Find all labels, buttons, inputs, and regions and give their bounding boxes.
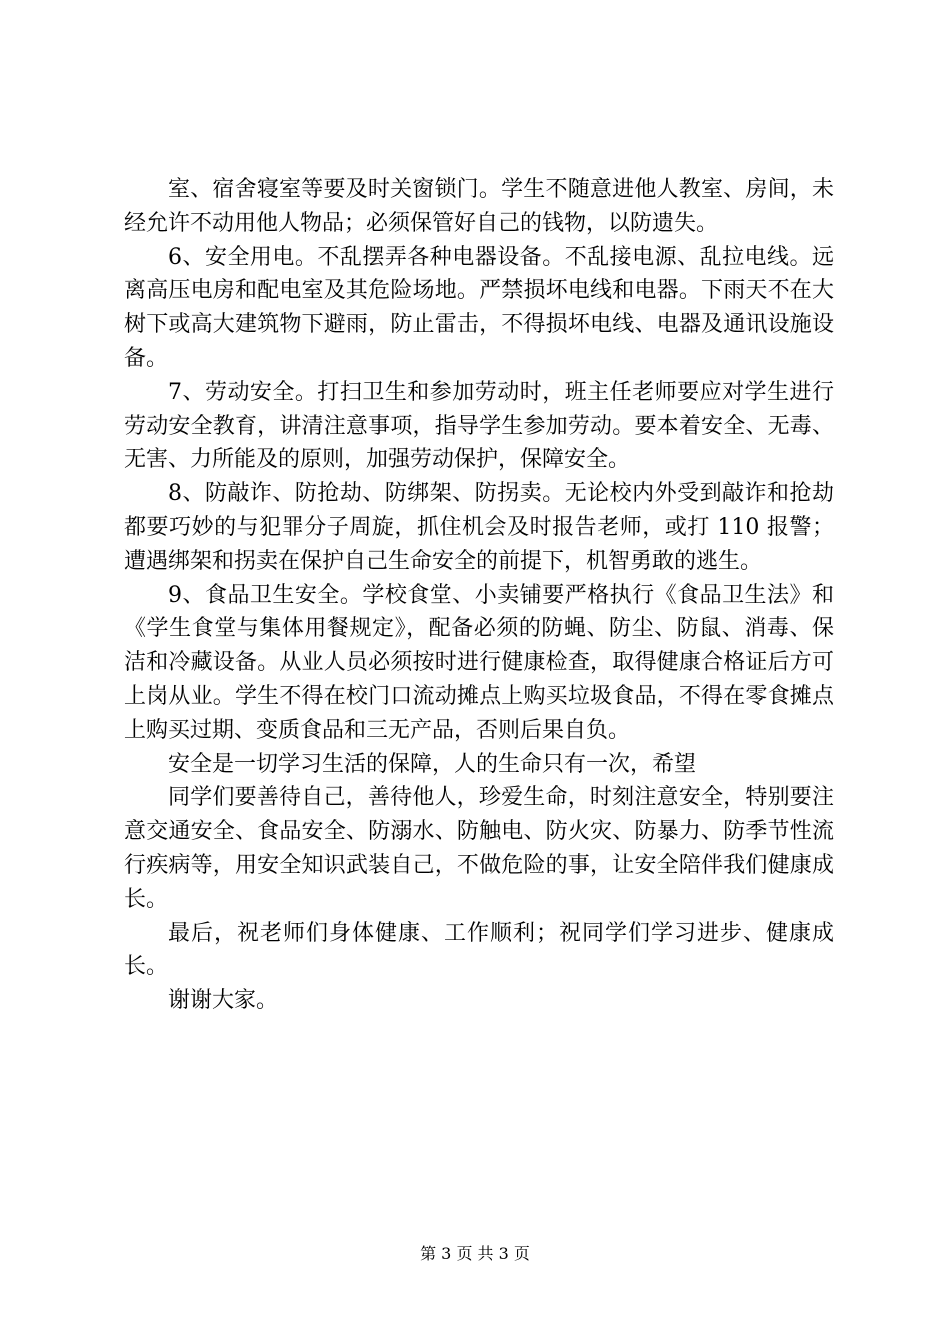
paragraph-dormitory-security: 室、宿舍寝室等要及时关窗锁门。学生不随意进他人教室、房间，未经允许不动用他人物品；必须保管好自己的钱物，以防遗失。 [124,177,834,236]
paragraph-electrical-safety: 6、安全用电。不乱摆弄各种电器设备。不乱接电源、乱拉电线。远离高压电房和配电室及其危险场地。严禁损坏电线和电器。下雨天不在大树下或高大建筑物下避雨，防止雷击，不得损坏电线、电器及通讯设施设备。 [124,244,834,371]
page-number-footer: 第 3 页 共 3 页 [420,1244,530,1263]
paragraph-thanks: 谢谢大家。 [168,988,279,1014]
paragraph-safety-call: 同学们要善待自己，善待他人，珍爱生命，时刻注意安全，特别要注意交通安全、食品安全、防溺水、防触电、防火灾、防暴力、防季节性流行疾病等，用安全知识武装自己，不做危险的事，让安全陪伴我们健康成长。 [124,785,834,912]
paragraph-labor-safety: 7、劳动安全。打扫卫生和参加劳动时，班主任老师要应对学生进行劳动安全教育，讲清注意事项，指导学生参加劳动。要本着安全、无毒、无害、力所能及的原则，加强劳动保护，保障安全。 [124,379,834,473]
paragraph-safety-importance: 安全是一切学习生活的保障，人的生命只有一次，希望 [168,751,697,777]
document-body [124,173,834,1018]
paragraph-anti-crime: 8、防敲诈、防抢劫、防绑架、防拐卖。无论校内外受到敲诈和抢劫都要巧妙的与犯罪分子周旋，抓住机会及时报告老师，或打 110 报警；遭遇绑架和拐卖在保护自己生命安全的前提下，机智勇敢的逃生。 [124,481,834,574]
paragraph-food-safety: 9、食品卫生安全。学校食堂、小卖铺要严格执行《食品卫生法》和《学生食堂与集体用餐规定》，配备必须的防蝇、防尘、防鼠、消毒、保洁和冷藏设备。从业人员必须按时进行健康检查，取得健康合格证后方可上岗从业。学生不得在校门口流动摊点上购买垃圾食品，不得在零食摊点上购买过期、变质食品和三无产品，否则后果自负。 [124,582,834,743]
paragraph-closing-wishes: 最后，祝老师们身体健康、工作顺利；祝同学们学习进步、健康成长。 [124,920,834,980]
